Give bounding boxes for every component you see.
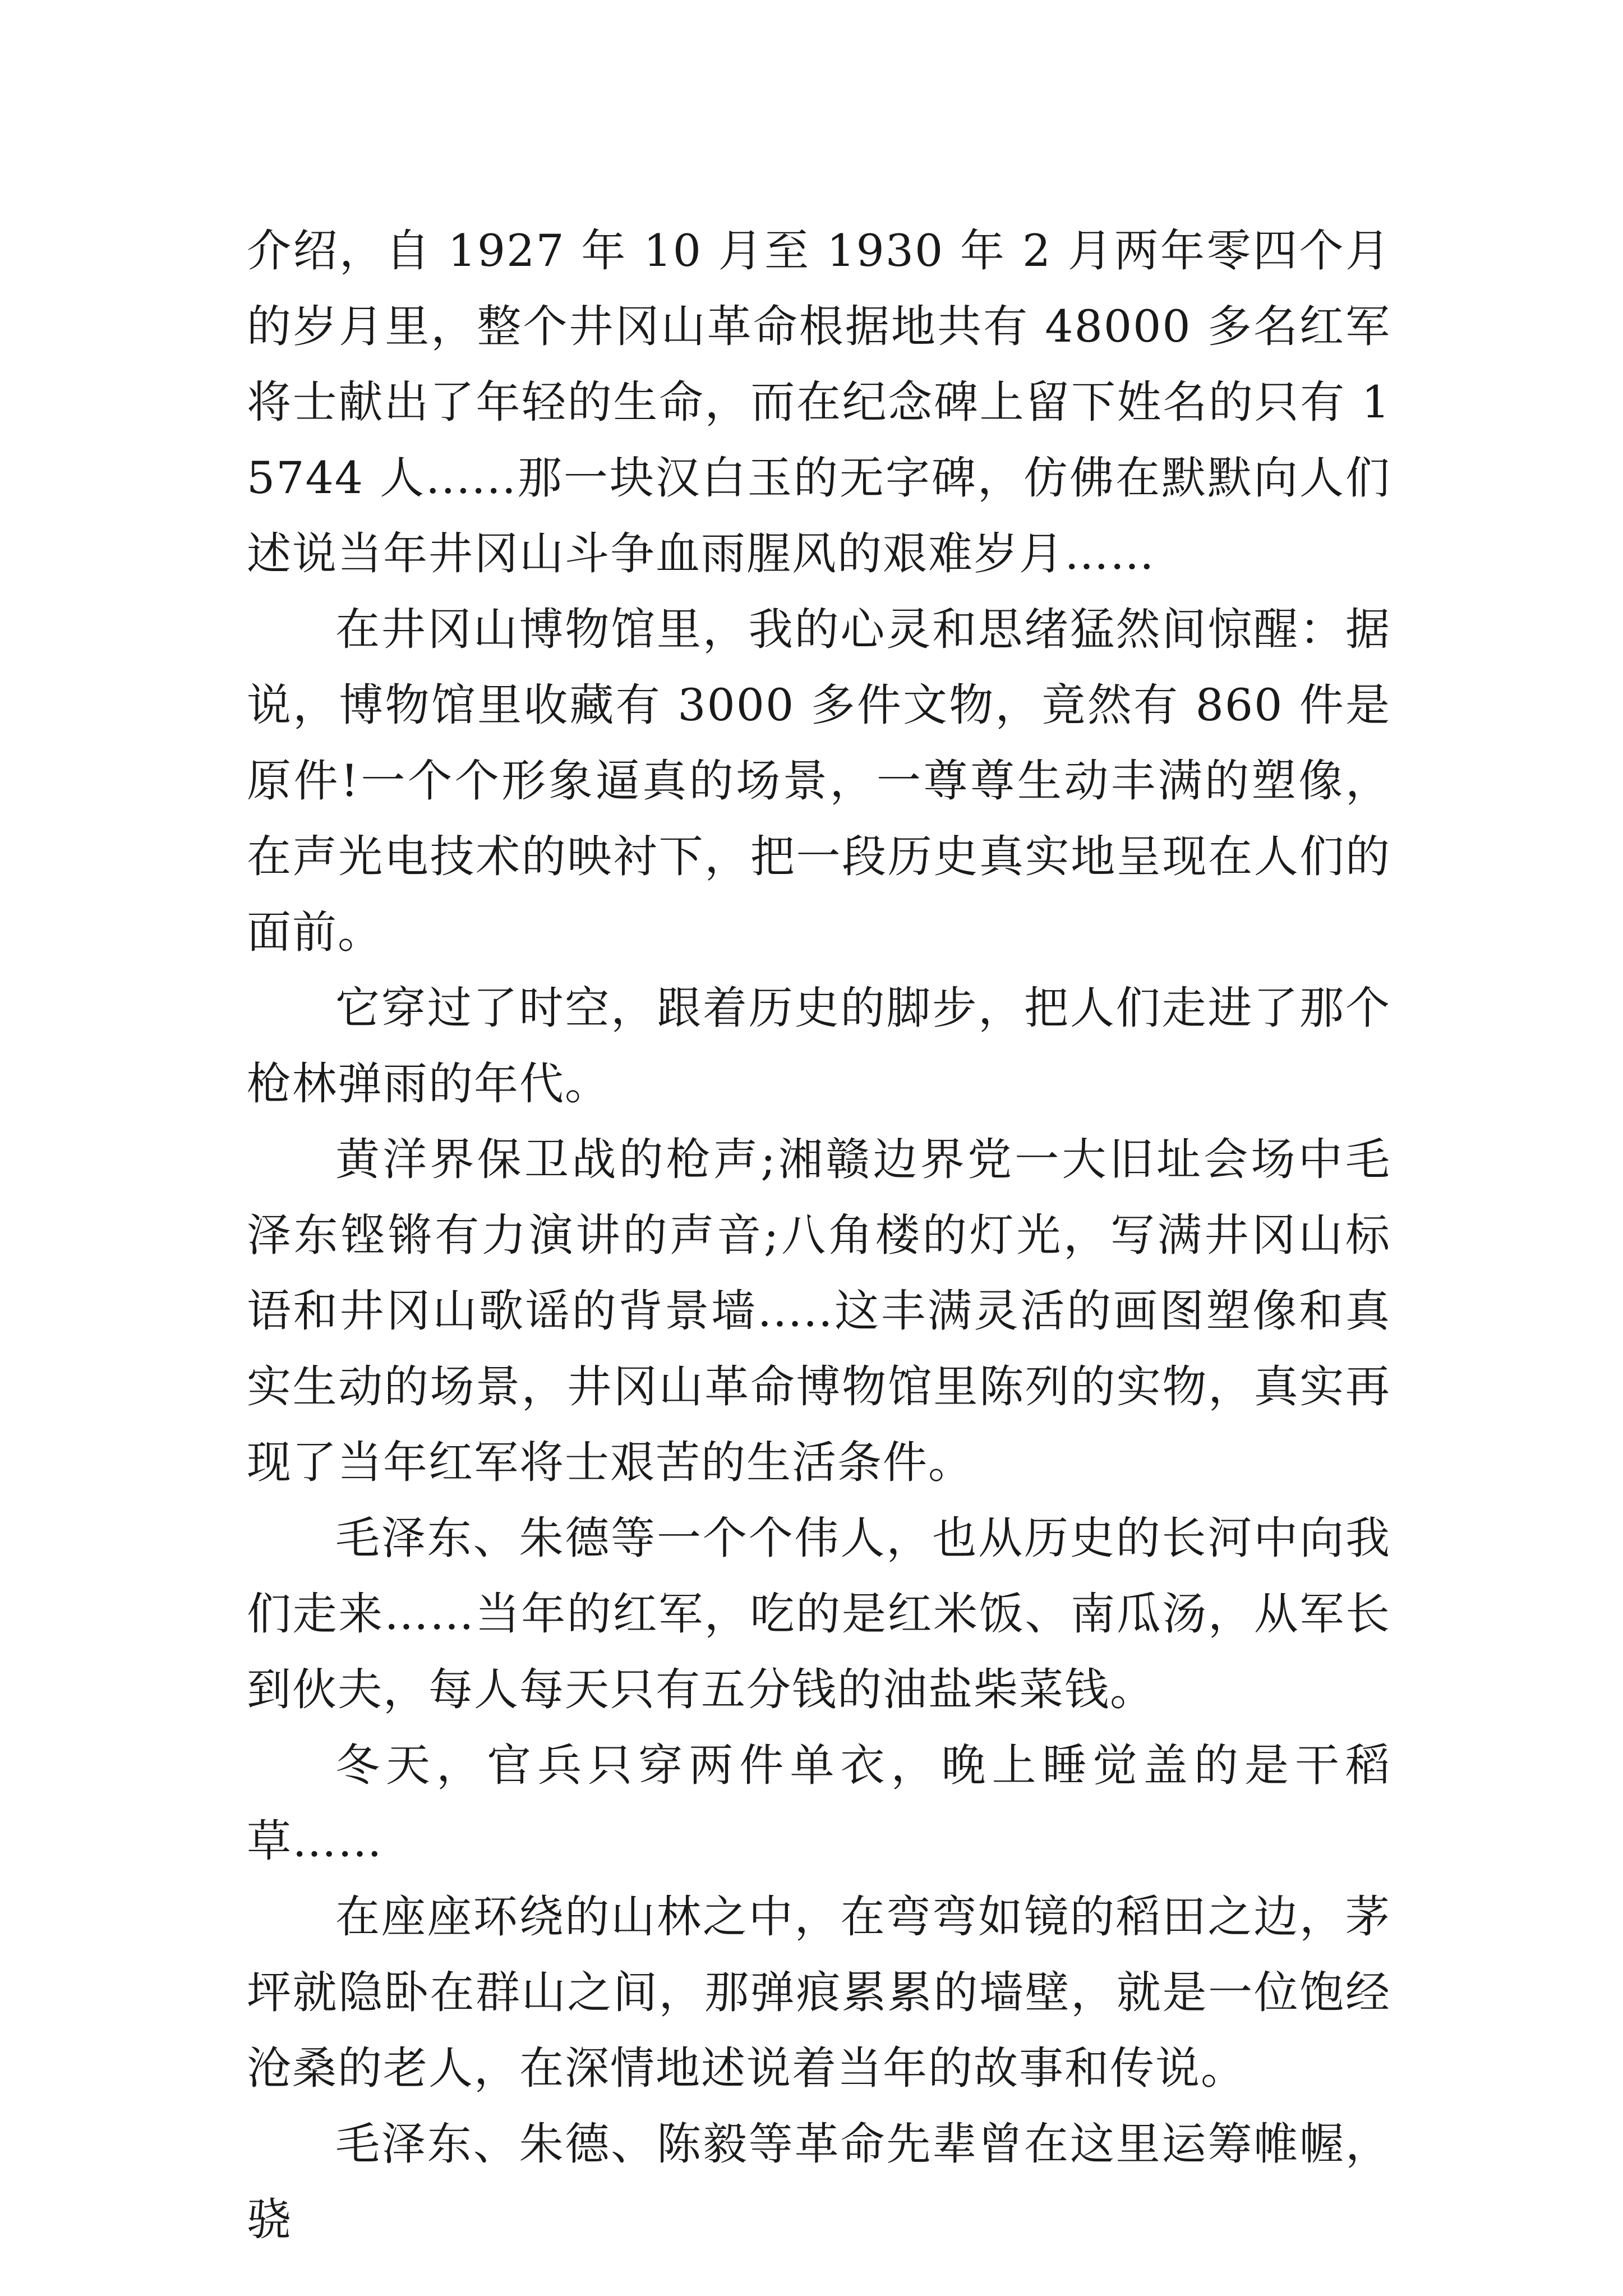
paragraph-7: 在座座环绕的山林之中，在弯弯如镜的稻田之边，茅坪就隐卧在群山之间，那弹痕累累的墙壁，就是一位饱经沧桑的老人，在深情地述说着当年的故事和传说。 — [247, 1891, 1391, 2094]
document-body — [247, 213, 1391, 2258]
paragraph-5: 毛泽东、朱德等一个个伟人，也从历史的长河中向我们走来……当年的红军，吃的是红米饭、南瓜汤，从军长到伙夫，每人每天只有五分钱的油盐柴菜钱。 — [247, 1512, 1391, 1715]
paragraph-1: 介绍，自 1927 年 10 月至 1930 年 2 月两年零四个月的岁月里，整个井冈山革命根据地共有 48000 多名红军将士献出了年轻的生命，而在纪念碑上留下姓名的只有 15744 人......那一块汉白玉的无字碑，仿佛在默默向人们述说当年井冈山斗争血雨腥风的艰难岁月…… — [247, 225, 1391, 579]
paragraph-6: 冬天，官兵只穿两件单衣，晚上睡觉盖的是干稻草…… — [247, 1740, 1391, 1867]
paragraph-2: 在井冈山博物馆里，我的心灵和思绪猛然间惊醒：据说，博物馆里收藏有 3000 多件文物，竟然有 860 件是原件!一个个形象逼真的场景，一尊尊生动丰满的塑像，在声光电技术的映衬下，把一段历史真实地呈现在人们的面前。 — [247, 604, 1391, 958]
paragraph-8: 毛泽东、朱德、陈毅等革命先辈曾在这里运筹帷幄，骁 — [247, 2118, 1391, 2246]
paragraph-3: 它穿过了时空，跟着历史的脚步，把人们走进了那个枪林弹雨的年代。 — [247, 982, 1391, 1110]
paragraph-4: 黄洋界保卫战的枪声;湘赣边界党一大旧址会场中毛泽东铿锵有力演讲的声音;八角楼的灯光，写满井冈山标语和井冈山歌谣的背景墙.....这丰满灵活的画图塑像和真实生动的场景，井冈山革命博物馆里陈列的实物，真实再现了当年红军将士艰苦的生活条件。 — [247, 1134, 1391, 1488]
